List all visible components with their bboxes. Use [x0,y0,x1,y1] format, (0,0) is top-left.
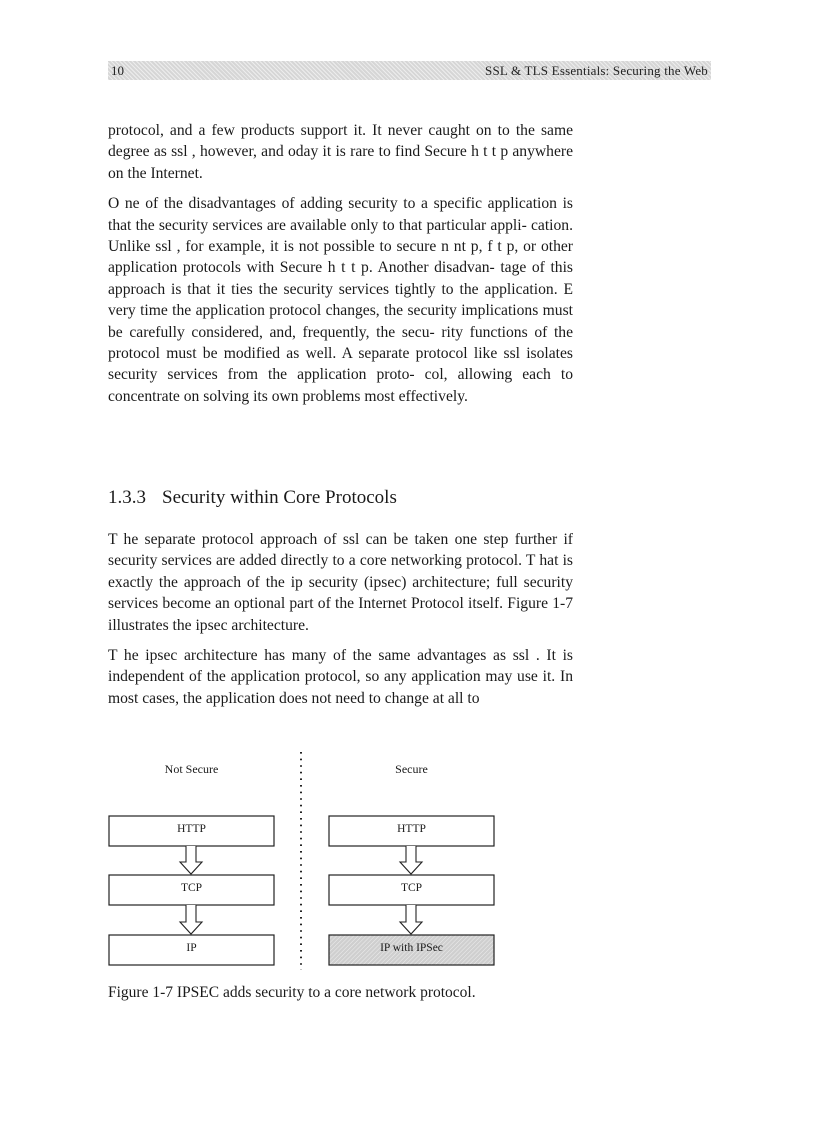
section-title: Security within Core Protocols [162,487,397,508]
figure-caption: Figure 1-7 IPSEC adds security to a core network protocol. [108,984,476,1001]
right-label-http: HTTP [397,823,426,835]
section-heading [108,486,573,510]
left-label-ip: IP [186,942,197,954]
right-label-ip-ipsec: IP with IPSec [380,942,443,954]
down-arrow-icon [180,905,202,934]
left-label-tcp: TCP [180,882,203,894]
body-text-bottom [108,529,573,718]
section-number: 1.3.3 [108,487,146,508]
left-label-http: HTTP [177,823,206,835]
page-number: 10 [111,63,124,78]
paragraph: O ne of the disadvantages of adding security to a specific application is that the security services are available only to that particular appli- cation. Unlike ssl , for example, it is not possible to secure n nt p, f t p, or other application protocols with Secure h t t p. Another disadvan- tage of this approach is that it ties the security services tightly to the application. E very time the application protocol changes, the security implications must be carefully considered, and, frequently, the secu- rity functions of the protocol must be modified as well. A separate protocol like ssl isolates security services from the application proto- col, allowing each to concentrate on solving its own problems most effectively. [108,195,573,405]
right-column-title: Secure [395,762,428,776]
left-column-title: Not Secure [164,762,219,776]
paragraph: T he separate protocol approach of ssl can be taken one step further if security services are added directly to a core networking protocol. T hat is exactly the approach of the ip security (ipsec) architecture; full security services become an optional part of the Internet Protocol itself. Figure 1-7 illustrates the ipsec architecture. [108,531,573,634]
down-arrow-icon [180,846,202,874]
paragraph: protocol, and a few products support it. It never caught on to the same degree as ssl , however, and oday it is rare to find Secure h t t p anywhere on the Internet. [108,122,573,182]
running-title: SSL & TLS Essentials: Securing the Web [485,63,708,78]
figure-ipsec-architecture [100,748,520,978]
right-label-tcp: TCP [400,882,423,894]
running-header [108,61,711,80]
paragraph: T he ipsec architecture has many of the same advantages as ssl . It is independent of the application protocol, so any application may use it. In most cases, the application does not need to change at all to [108,647,573,707]
body-text-top [108,120,573,416]
down-arrow-icon [400,905,422,934]
down-arrow-icon [400,846,422,874]
